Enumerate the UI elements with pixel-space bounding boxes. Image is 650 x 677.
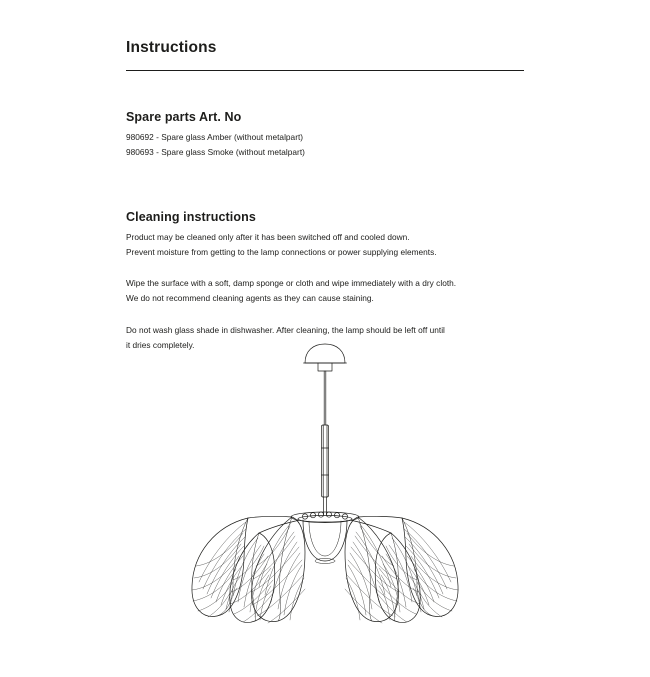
cleaning-instructions-heading: Cleaning instructions [126, 210, 256, 224]
cleaning-paragraph-2-line-1: Wipe the surface with a soft, damp sponge or cloth and wipe immediately with a dry cloth. [126, 278, 457, 288]
cleaning-paragraph-2 [126, 276, 524, 305]
ceiling-canopy-icon [304, 344, 347, 371]
spare-parts-section [126, 71, 524, 159]
centre-glass-bowl [303, 520, 347, 564]
lamp-holder-tube [322, 425, 329, 497]
cleaning-paragraph-1-line-1: Product may be cleaned only after it has been switched off and cooled down. [126, 232, 410, 242]
cleaning-paragraph-3-line-2: it dries completely. [126, 339, 195, 350]
suspension-cord [324, 371, 326, 425]
spare-parts-heading: Spare parts Art. No [126, 110, 242, 124]
spare-parts-list [126, 130, 524, 159]
cleaning-instructions-section [126, 159, 524, 352]
petal-left-outer [192, 518, 248, 617]
petal-right-inner [375, 533, 420, 622]
petal-left-inner [230, 533, 275, 622]
cleaning-paragraph-1 [126, 230, 524, 259]
list-item: 980693 - Spare glass Smoke (without metalpart) [126, 146, 305, 157]
pendant-lamp-line-drawing [0, 330, 650, 630]
cleaning-paragraph-2-line-2: We do not recommend cleaning agents as they can cause staining. [126, 292, 374, 303]
cleaning-paragraph-1-line-2: Prevent moisture from getting to the lamp connections or power supplying elements. [126, 246, 437, 257]
petal-right-outer [402, 518, 458, 617]
page-title: Instructions [126, 39, 217, 56]
shade-arms [248, 516, 402, 533]
pendant-lamp-svg [0, 330, 650, 630]
cleaning-paragraph-3-line-1: Do not wash glass shade in dishwasher. After cleaning, the lamp should be left off until [126, 325, 445, 335]
shade-hub [291, 512, 359, 523]
document-content [126, 0, 524, 352]
list-item: 980692 - Spare glass Amber (without metalpart) [126, 132, 304, 142]
